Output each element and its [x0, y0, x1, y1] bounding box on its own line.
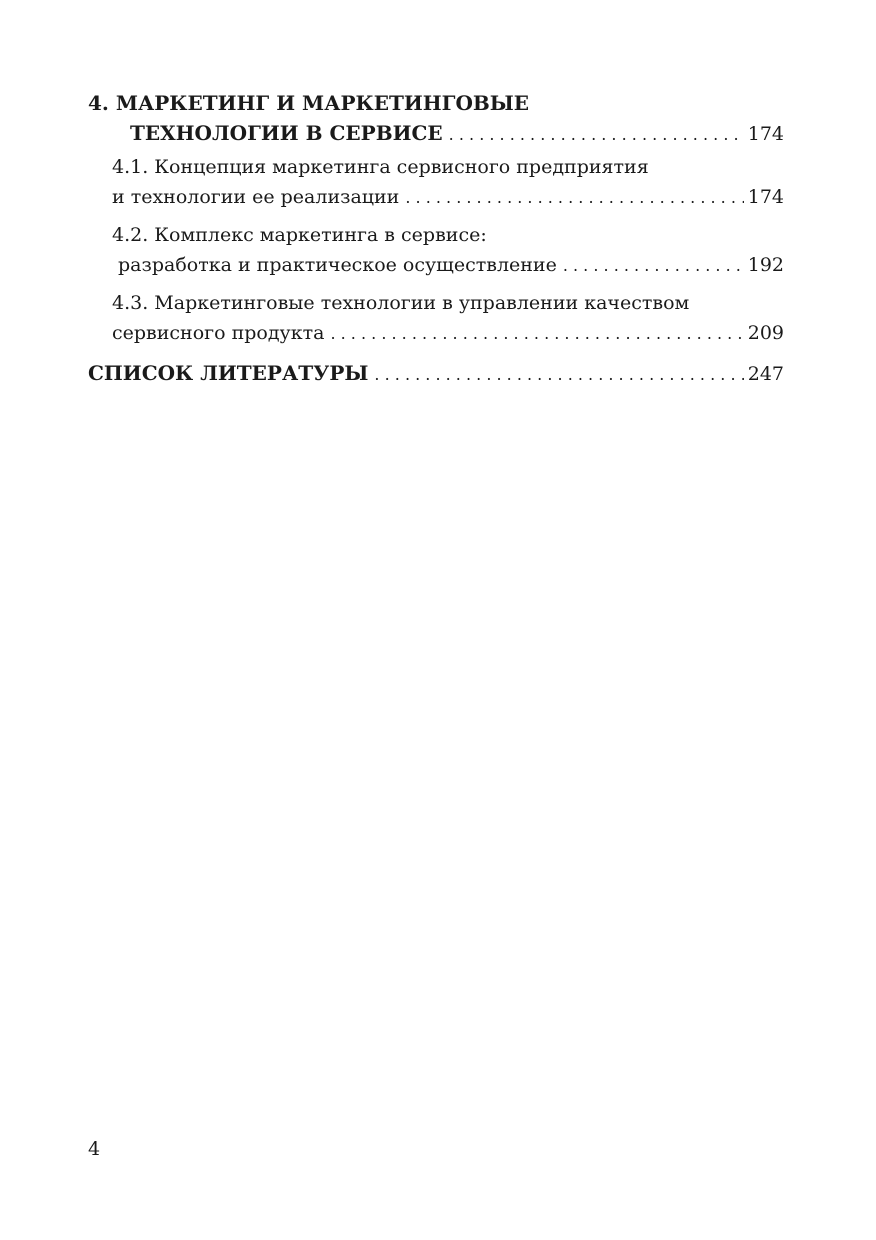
toc-section-4-2-line1-row: [88, 220, 784, 250]
toc-chapter-4-title-line2: ТЕХНОЛОГИИ В СЕРВИСЕ: [130, 121, 443, 145]
toc-section-4-1-line1-row: [88, 152, 784, 182]
toc-entry-section-4-3[interactable]: [88, 288, 784, 348]
toc-section-4-3-title-line1: 4.3. Маркетинговые технологии в управлении качеством: [112, 292, 690, 314]
toc-section-4-3-line1-row: [88, 288, 784, 318]
toc-chapter-4-page: 174: [747, 123, 784, 145]
toc-section-4-3-line2-row: [88, 318, 784, 348]
toc-entry-bibliography[interactable]: [88, 358, 784, 388]
dot-leader: [449, 120, 744, 150]
toc-section-4-1-title-line1: 4.1. Концепция маркетинга сервисного предприятия: [112, 156, 649, 178]
toc-chapter-4-title-line1: 4. МАРКЕТИНГ И МАРКЕТИНГОВЫЕ: [88, 91, 530, 115]
toc-chapter-4-line2-row: [88, 118, 784, 148]
dot-leader: [374, 360, 743, 390]
table-of-contents: [88, 88, 784, 388]
toc-section-4-3-page: 209: [747, 322, 784, 344]
toc-section-4-2-page: 192: [747, 254, 784, 276]
toc-chapter-4-line1-row: [88, 88, 784, 118]
toc-entry-section-4-1[interactable]: [88, 152, 784, 212]
page-number: 4: [88, 1138, 101, 1160]
toc-bibliography-row: [88, 358, 784, 388]
toc-section-4-2-line2-row: [88, 250, 784, 280]
toc-section-4-1-line2-row: [88, 182, 784, 212]
dot-leader: [330, 319, 743, 349]
toc-section-4-3-title-line2: сервисного продукта: [112, 322, 325, 344]
toc-section-4-2-title-line1: 4.2. Комплекс маркетинга в сервисе:: [112, 224, 487, 246]
toc-section-4-1-title-line2: и технологии ее реализации: [112, 186, 400, 208]
toc-entry-chapter-4[interactable]: [88, 88, 784, 148]
dot-leader: [563, 251, 744, 281]
toc-bibliography-title: СПИСОК ЛИТЕРАТУРЫ: [88, 361, 369, 385]
toc-section-4-1-page: 174: [747, 186, 784, 208]
toc-bibliography-page: 247: [747, 363, 784, 385]
dot-leader: [405, 183, 743, 213]
toc-entry-section-4-2[interactable]: [88, 220, 784, 280]
toc-section-4-2-title-line2: разработка и практическое осуществление: [118, 254, 557, 276]
